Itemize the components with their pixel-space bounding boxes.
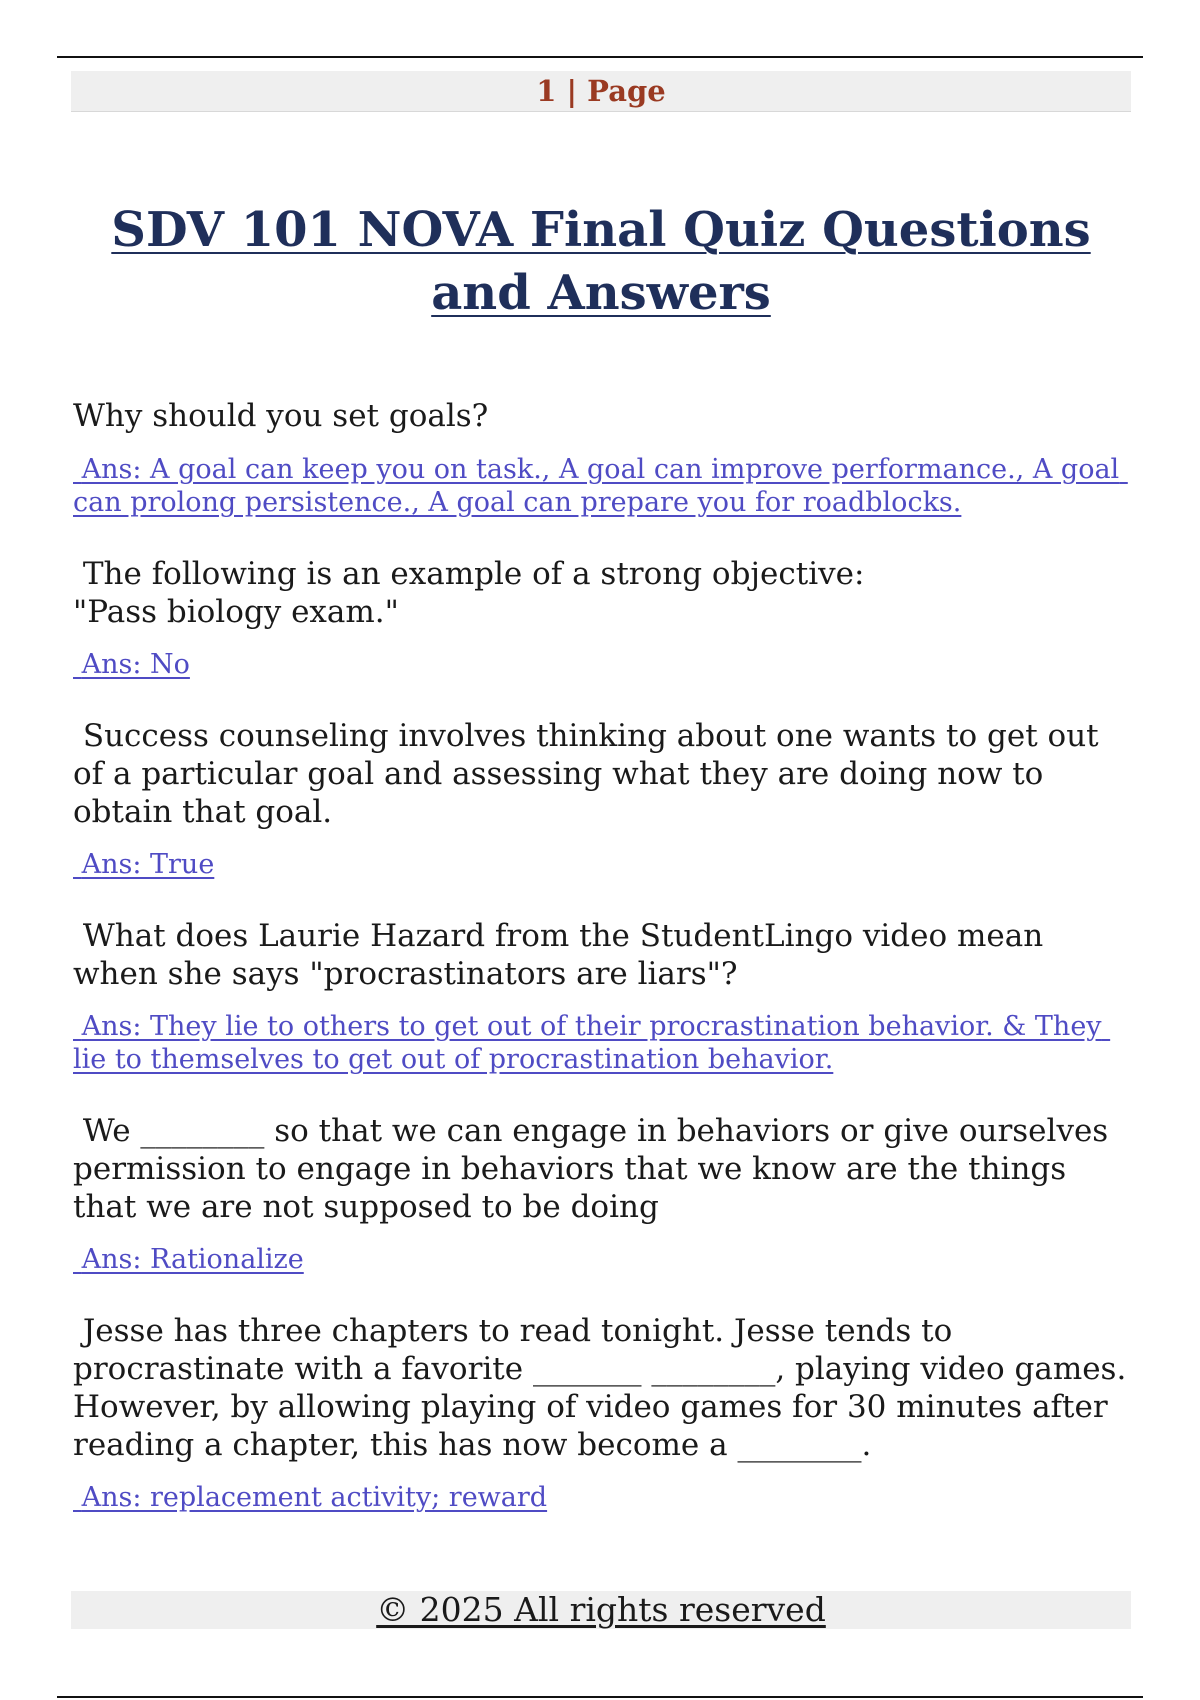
qa-item	[73, 397, 1135, 519]
question-text: Jesse has three chapters to read tonight. Jesse tends to procrastinate with a favorite _______ ________, playing video games. However, by allowing playing of video games for 30 minutes after reading a chapter, this has now become a ________.	[73, 1313, 1137, 1463]
bottom-rule	[57, 1696, 1143, 1698]
question-text: We ________ so that we can engage in behaviors or give ourselves permission to engage in behaviors that we know are the things that we are not supposed to be doing	[73, 1113, 1119, 1225]
qa-list	[73, 397, 1135, 1550]
question-text: Why should you set goals?	[73, 398, 489, 434]
answer-link[interactable]: Ans: A goal can keep you on task., A goal can improve performance., A goal can prolong persistence., A goal can prepare you for roadblocks.	[73, 454, 1128, 518]
page-footer	[71, 1591, 1131, 1629]
qa-item	[73, 555, 1135, 681]
question-text: The following is an example of a strong objective: "Pass biology exam."	[73, 556, 865, 630]
page-header	[71, 71, 1131, 112]
document-title	[71, 199, 1131, 325]
answer-link[interactable]: Ans: They lie to others to get out of their procrastination behavior. & They lie to themselves to get out of procrastination behavior.	[73, 1011, 1111, 1075]
qa-item	[73, 1112, 1135, 1276]
copyright-text: © 2025 All rights reserved	[376, 1590, 826, 1629]
question-text: What does Laurie Hazard from the StudentLingo video mean when she says "procrastinators are liars"?	[73, 918, 1054, 992]
question-text: Success counseling involves thinking about one wants to get out of a particular goal and assessing what they are doing now to obtain that goal.	[73, 718, 1109, 830]
qa-item	[73, 1312, 1135, 1514]
page-number-label: 1 | Page	[536, 74, 666, 108]
answer-link[interactable]: Ans: replacement activity; reward	[73, 1482, 548, 1513]
answer-link[interactable]: Ans: True	[73, 849, 215, 880]
qa-item	[73, 717, 1135, 881]
answer-link[interactable]: Ans: Rationalize	[73, 1244, 304, 1275]
qa-item	[73, 917, 1135, 1076]
document-title-text: SDV 101 NOVA Final Quiz Questions and Answers	[111, 202, 1091, 321]
top-rule	[57, 56, 1143, 58]
answer-link[interactable]: Ans: No	[73, 649, 190, 680]
